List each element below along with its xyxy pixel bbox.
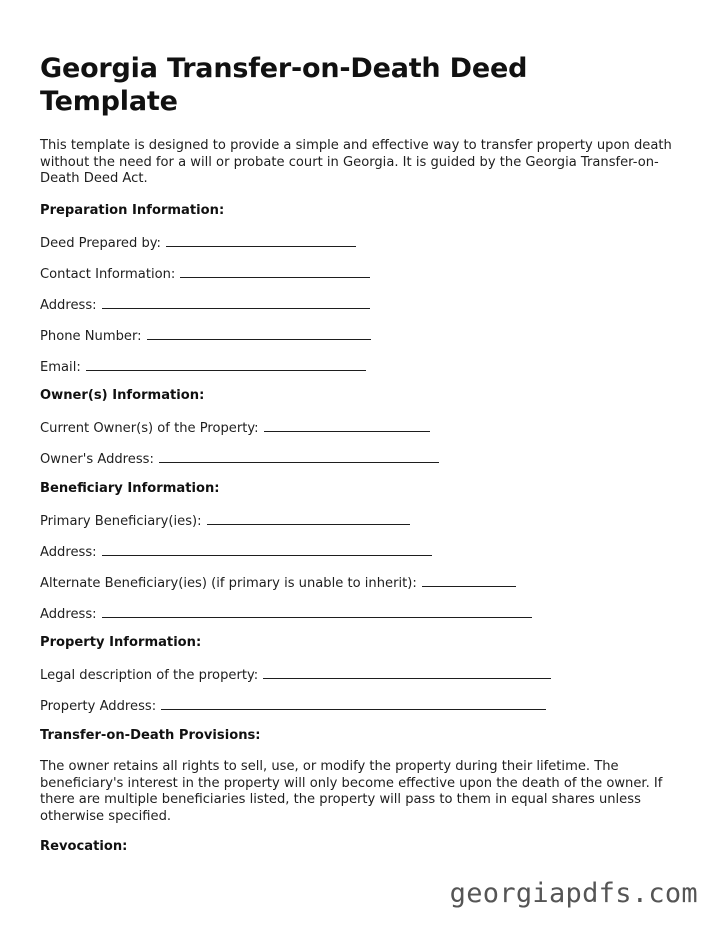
legal-description-blank[interactable] xyxy=(263,666,551,679)
property-address-label: Property Address: xyxy=(40,699,157,714)
primary-beneficiary-address-label: Address: xyxy=(40,545,97,560)
current-owners-field xyxy=(40,419,430,437)
preparer-address-field xyxy=(40,296,370,314)
intro-paragraph: This template is designed to provide a simple and effective way to transfer property upon death without the need for a will or probate court in Georgia. It is guided by the Georgia Transfer-on-Death Deed Act. xyxy=(40,138,672,186)
deed-prepared-by-label: Deed Prepared by: xyxy=(40,236,161,251)
owners-address-field xyxy=(40,450,439,468)
owners-address-label: Owner's Address: xyxy=(40,452,154,467)
email-label: Email: xyxy=(40,360,81,375)
preparer-address-label: Address: xyxy=(40,298,97,313)
alternate-beneficiary-address-blank[interactable] xyxy=(102,605,532,618)
current-owners-label: Current Owner(s) of the Property: xyxy=(40,421,259,436)
alternate-beneficiary-address-label: Address: xyxy=(40,607,97,622)
contact-information-blank[interactable] xyxy=(180,265,370,278)
property-address-blank[interactable] xyxy=(161,697,546,710)
property-heading: Property Information: xyxy=(40,635,202,650)
phone-number-blank[interactable] xyxy=(147,327,371,340)
primary-beneficiary-label: Primary Beneficiary(ies): xyxy=(40,514,202,529)
primary-beneficiary-field xyxy=(40,512,410,530)
primary-beneficiary-address-field xyxy=(40,543,432,561)
alternate-beneficiary-label: Alternate Beneficiary(ies) (if primary is unable to inherit): xyxy=(40,576,417,591)
phone-number-label: Phone Number: xyxy=(40,329,142,344)
contact-information-field xyxy=(40,265,370,283)
provisions-heading: Transfer-on-Death Provisions: xyxy=(40,728,261,743)
owners-heading: Owner(s) Information: xyxy=(40,388,205,403)
primary-beneficiary-blank[interactable] xyxy=(207,512,410,525)
revocation-heading: Revocation: xyxy=(40,839,128,854)
alternate-beneficiary-field xyxy=(40,574,516,592)
email-blank[interactable] xyxy=(86,358,366,371)
beneficiary-heading: Beneficiary Information: xyxy=(40,481,220,496)
property-address-field xyxy=(40,697,546,715)
deed-prepared-by-field xyxy=(40,234,356,252)
alternate-beneficiary-blank[interactable] xyxy=(422,574,516,587)
legal-description-field xyxy=(40,666,551,684)
owners-address-blank[interactable] xyxy=(159,450,439,463)
preparer-address-blank[interactable] xyxy=(102,296,370,309)
phone-number-field xyxy=(40,327,371,345)
email-field xyxy=(40,358,366,376)
page-title: Georgia Transfer-on-Death Deed Template xyxy=(40,53,528,117)
contact-information-label: Contact Information: xyxy=(40,267,176,282)
preparation-heading: Preparation Information: xyxy=(40,203,225,218)
legal-description-label: Legal description of the property: xyxy=(40,668,259,683)
provisions-paragraph: The owner retains all rights to sell, use, or modify the property during their lifetime. The beneficiary's interest in the property will only become effective upon the death of the owner. If there are multiple beneficiaries listed, the property will pass to them in equal shares unless otherwise specified. xyxy=(40,759,663,824)
primary-beneficiary-address-blank[interactable] xyxy=(102,543,432,556)
site-watermark: georgiapdfs.com xyxy=(449,878,698,909)
current-owners-blank[interactable] xyxy=(264,419,430,432)
deed-prepared-by-blank[interactable] xyxy=(166,234,356,247)
alternate-beneficiary-address-field xyxy=(40,605,532,623)
